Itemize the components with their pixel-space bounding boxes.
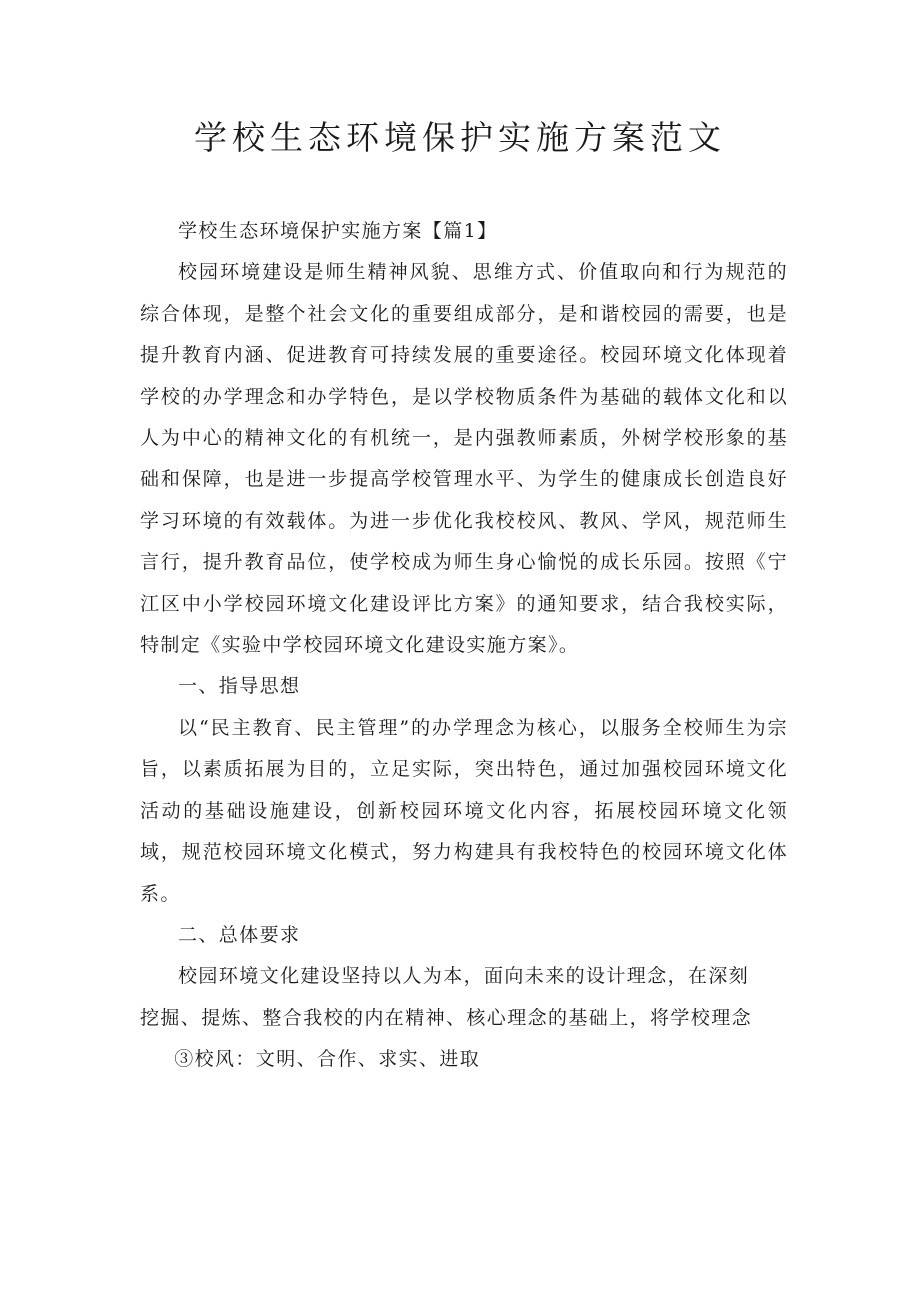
intro-paragraph: 校园环境建设是师生精神风貌、思维方式、价值取向和行为规范的综合体现，是整个社会文化的重要组成部分，是和谐校园的需要，也是提升教育内涵、促进教育可持续发展的重要途径。校园环境文化体现着学校的办学理念和办学特色，是以学校物质条件为基础的载体文化和以人为中心的精神文化的有机统一，是内强教师素质，外树学校形象的基础和保障，也是进一步提高学校管理水平、为学生的健康成长创造良好学习环境的有效载体。为进一步优化我校校风、教风、学风，规范师生言行，提升教育品位，使学校成为师生身心愉悦的成长乐园。按照《宁江区中小学校园环境文化建设评比方案》的通知要求，结合我校实际，特制定《实验中学校园环境文化建设实施方案》。 <box>140 261 788 657</box>
list-item-school-motto: ③校风：文明、合作、求实、进取 <box>174 1048 481 1071</box>
heading-guiding-thought: 一、指导思想 <box>178 675 301 698</box>
paragraph-guiding-thought: 以“民主教育、民主管理”的办学理念为核心，以服务全校师生为宗旨，以素质拓展为目的，立足实际，突出特色，通过加强校园环境文化活动的基础设施建设，创新校园环境文化内容，拓展校园环境文化领域，规范校园环境文化模式，努力构建具有我校特色的校园环境文化体系。 <box>140 716 788 905</box>
document-body <box>140 211 788 1081</box>
paragraph-general-requirements-line1: 校园环境文化建设坚持以人为本，面向未来的设计理念，在深刻 <box>178 965 750 988</box>
paragraph-general-requirements-line2: 挖掘、提炼、整合我校的内在精神、核心理念的基础上，将学校理念 <box>140 1006 753 1029</box>
heading-general-requirements: 二、总体要求 <box>178 923 301 946</box>
section-label: 学校生态环境保护实施方案【篇1】 <box>178 220 498 242</box>
document-title: 学校生态环境保护实施方案范文 <box>194 118 726 157</box>
